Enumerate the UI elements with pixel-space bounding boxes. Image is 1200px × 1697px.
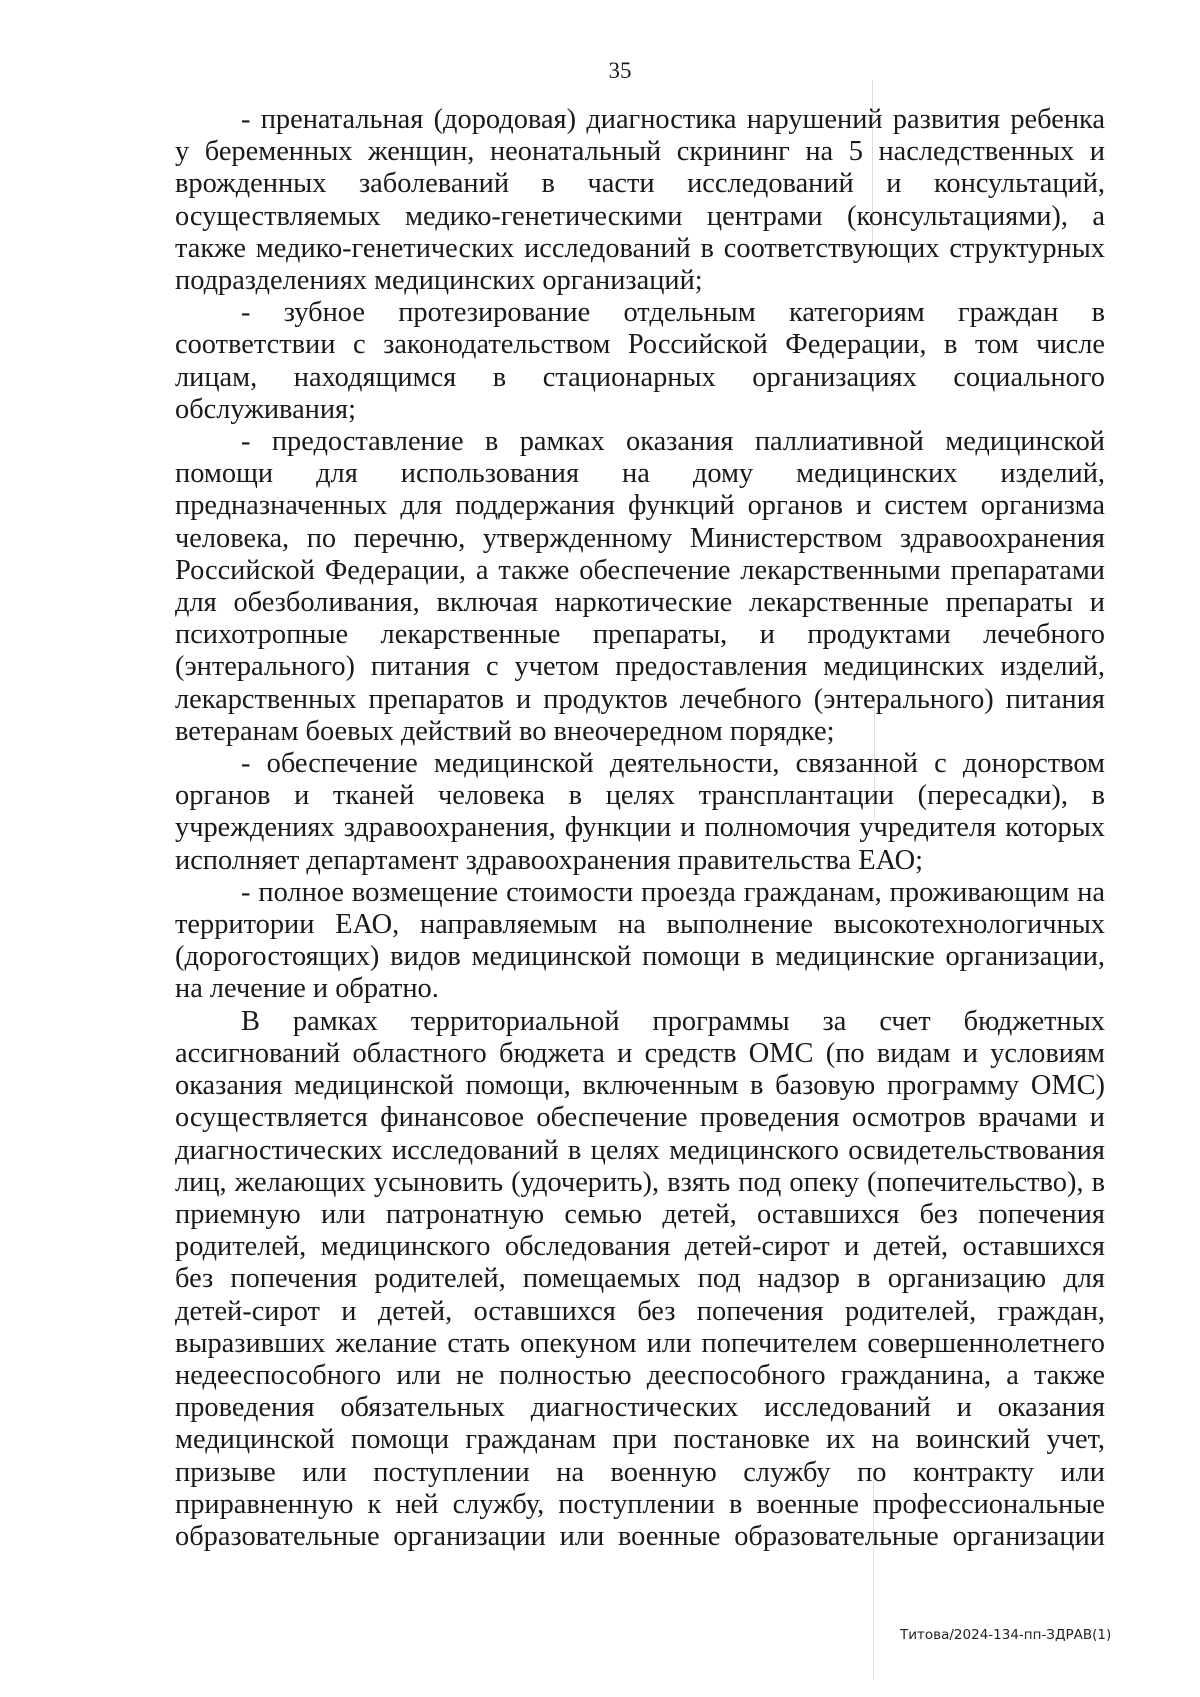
paragraph-dental-prosthetics: - зубное протезирование отдельным категориям граждан в соответствии с законодательством Российской Федерации, в том числе лицам, находящимся в стационарных организациях социального обслуживания; [175, 297, 1105, 425]
paragraph-travel-reimbursement: - полное возмещение стоимости проезда гражданам, проживающим на территории ЕАО, направляемым на выполнение высокотехнологичных (дорогостоящих) видов медицинской помощи в медицинские организации, на лечение и обратно. [175, 876, 1105, 1005]
scan-artifact-line [874, 700, 875, 820]
paragraph-palliative-care: - предоставление в рамках оказания паллиативной медицинской помощи для использования на дому медицинских изделий, предназначенных для поддержания функций органов и систем организма человека, по перечню, утвержденному Министерством здравоохранения Российской Федерации, а также обеспечение лекарственными препаратами для обезболивания, включая наркотические лекарственные препараты и психотропные лекарственные препараты, и продуктами лечебного (энтерального) питания с учетом предоставления медицинских изделий, лекарственных препаратов и продуктов лечебного (энтерального) питания ветеранам боевых действий во внеочередном порядке; [175, 426, 1105, 747]
document-registration-code: Титова/2024-134-пп-ЗДРАВ(1) [900, 1627, 1112, 1643]
paragraph-prenatal-diagnostics: - пренатальная (дородовая) диагностика нарушений развития ребенка у беременных женщин, неонатальный скрининг на 5 наследственных и врожденных заболеваний в части исследований и консультаций, осуществляемых медико-генетическими центрами (консультациями), а также медико-генетических исследований в соответствующих структурных подразделениях медицинских организаций; [175, 104, 1105, 297]
paragraph-territorial-program: В рамках территориальной программы за счет бюджетных ассигнований областного бюджета и средств ОМС (по видам и условиям оказания медицинской помощи, включенным в базовую программу ОМС) осуществляется финансовое обеспечение проведения осмотров врачами и диагностических исследований в целях медицинского освидетельствования лиц, желающих усыновить (удочерить), взять под опеку (попечительство), в приемную или патронатную семью детей, оставшихся без попечения родителей, медицинского обследования детей-сирот и детей, оставшихся без попечения родителей, помещаемых под надзор в организацию для детей-сирот и детей, оставшихся без попечения родителей, граждан, выразивших желание стать опекуном или попечителем совершеннолетнего недееспособного или не полностью дееспособного гражданина, а также проведения обязательных диагностических исследований и оказания медицинской помощи гражданам при постановке их на воинский учет, призыве или поступлении на военную службу по контракту или приравненную к ней службу, поступлении в военные профессиональные образовательные организации или военные образовательные организации [175, 1005, 1105, 1552]
scan-artifact-line [872, 80, 873, 260]
paragraph-organ-donation: - обеспечение медицинской деятельности, связанной с донорством органов и тканей человека в целях трансплантации (пересадки), в учреждениях здравоохранения, функции и полномочия учредителя которых исполняет департамент здравоохранения правительства ЕАО; [175, 748, 1105, 876]
page-number: 35 [608, 58, 632, 83]
scan-artifact-line [873, 1480, 874, 1680]
document-body [175, 104, 1105, 1553]
